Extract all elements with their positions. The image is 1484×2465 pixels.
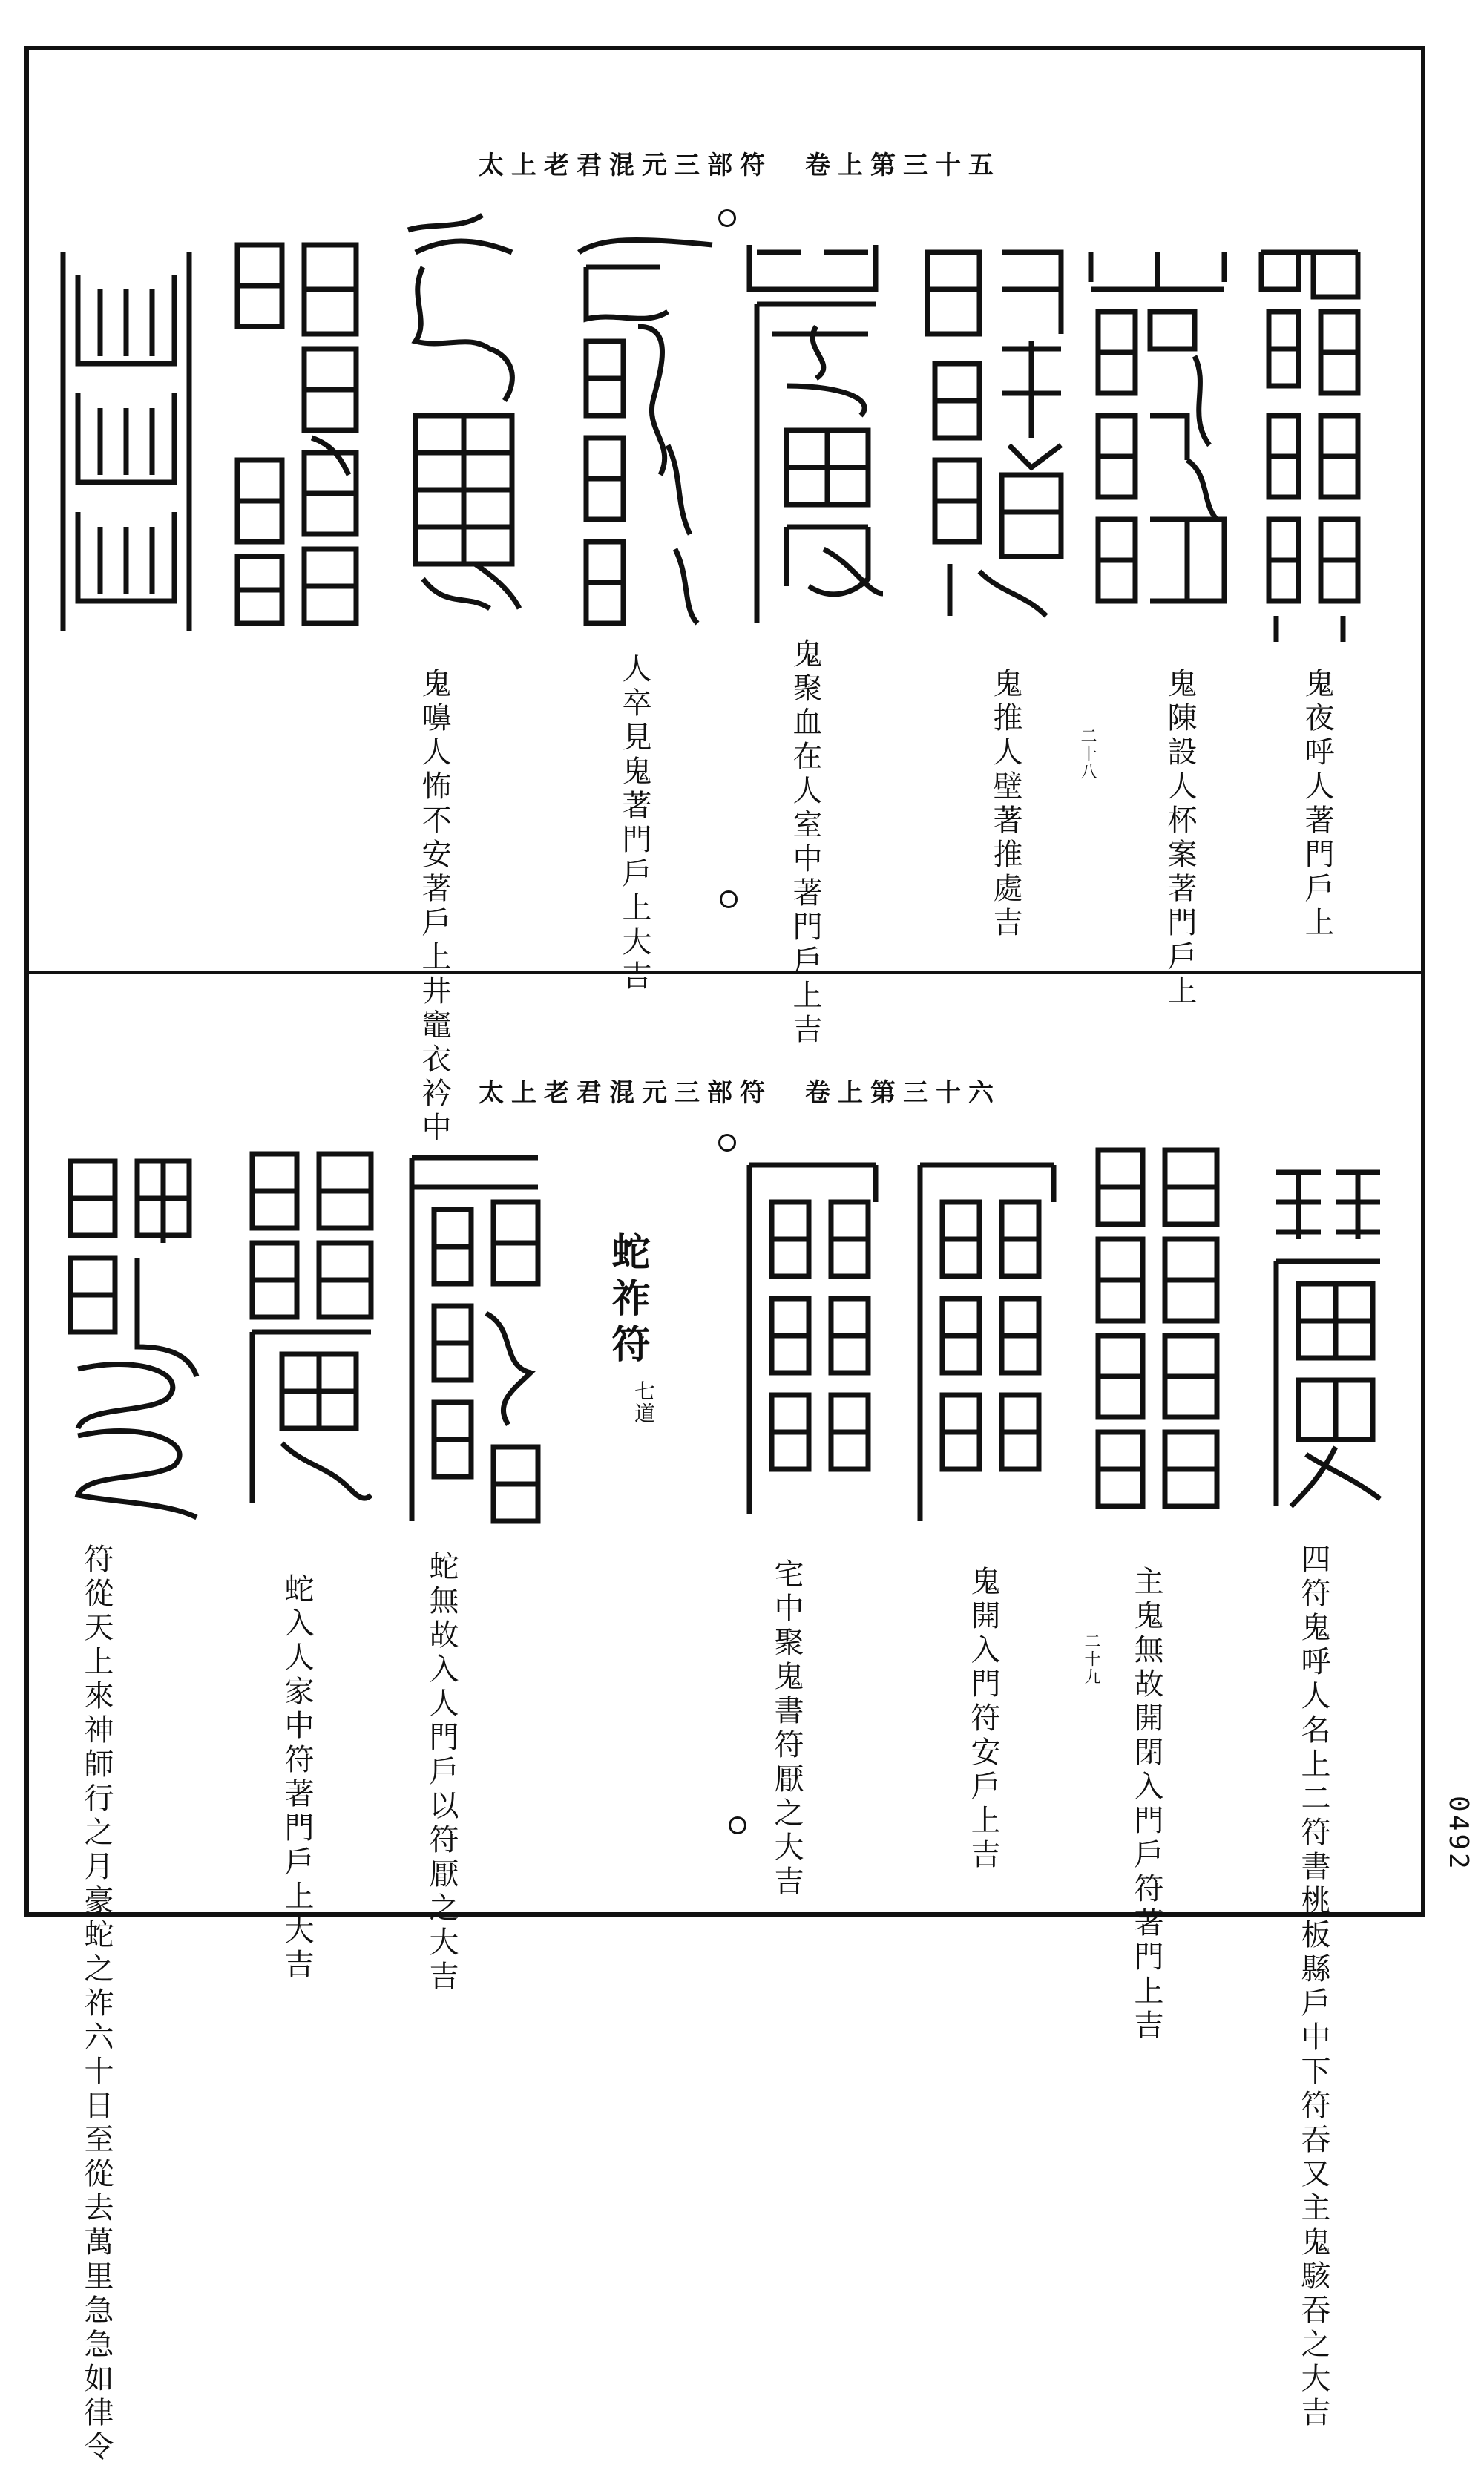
caption: 蛇無故入人門戶以符厭之大吉 bbox=[424, 1551, 459, 1995]
talisman-symbol bbox=[404, 1150, 545, 1529]
talisman-symbol bbox=[1083, 237, 1232, 653]
caption: 宅中聚鬼書符厭之大吉 bbox=[769, 1558, 804, 1900]
caption-note: 二十九 bbox=[1082, 1632, 1100, 1686]
caption-note: 二十八 bbox=[1078, 727, 1097, 781]
talisman-symbol bbox=[56, 1154, 204, 1525]
binding-hole-bottom-2 bbox=[729, 1816, 746, 1834]
caption: 鬼聚血在人室中著門戶上吉 bbox=[788, 638, 822, 1048]
talisman-symbol bbox=[742, 237, 883, 638]
talisman-symbol bbox=[56, 245, 197, 638]
lower-page-header: 太上老君混元三部符 卷上第三十六 bbox=[479, 1078, 1001, 1108]
caption: 鬼推人壁著推處吉 bbox=[988, 668, 1022, 941]
caption: 鬼夜呼人著門戶上 bbox=[1300, 668, 1334, 941]
caption: 符從天上來神師行之月豪蛇之祚六十日至從去萬里急急如律令 bbox=[79, 1543, 114, 2465]
binding-hole-top-2 bbox=[720, 890, 738, 908]
caption: 蛇入人家中符著門戶上大吉 bbox=[280, 1573, 314, 1983]
section-title-note: 七道 bbox=[631, 1380, 656, 1425]
page-number: 0492 bbox=[1443, 1796, 1474, 1872]
binding-hole-top-1 bbox=[718, 209, 736, 227]
section-title: 蛇祚符 bbox=[605, 1232, 650, 1370]
talisman-symbol bbox=[1254, 237, 1365, 653]
talisman-symbol bbox=[742, 1158, 883, 1521]
caption: 鬼嚊人怖不安著戶上井竈衣衿中 bbox=[417, 668, 451, 1146]
talisman-symbol bbox=[571, 223, 720, 638]
page-divider bbox=[24, 971, 1425, 974]
caption: 四符鬼呼人名上二符書桃板縣戶中下符吞又主鬼駭吞之大吉 bbox=[1296, 1543, 1330, 2431]
talisman-symbol bbox=[913, 1158, 1061, 1529]
caption: 人卒見鬼著門戶上大吉 bbox=[617, 653, 651, 994]
talisman-symbol bbox=[223, 237, 364, 638]
talisman-symbol bbox=[920, 245, 1068, 631]
talisman-symbol bbox=[237, 1146, 378, 1517]
talisman-symbol bbox=[401, 208, 527, 623]
caption: 鬼陳設人杯案著門戶上 bbox=[1163, 668, 1197, 1009]
talisman-symbol bbox=[1261, 1158, 1388, 1521]
caption: 主鬼無故開閉入門戶符著門上吉 bbox=[1129, 1566, 1163, 2044]
talisman-symbol bbox=[1083, 1143, 1232, 1514]
upper-page-header: 太上老君混元三部符 卷上第三十五 bbox=[479, 151, 1001, 180]
caption: 鬼開入門符安戶上吉 bbox=[966, 1566, 1000, 1873]
binding-hole-bottom-1 bbox=[718, 1134, 736, 1152]
